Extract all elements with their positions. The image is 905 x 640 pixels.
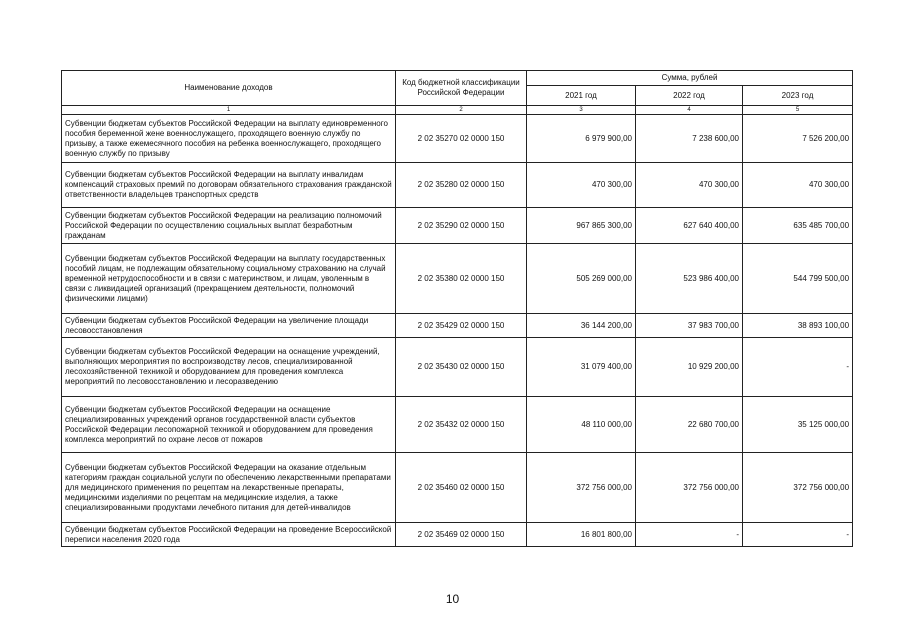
row-name: Субвенции бюджетам субъектов Российской Федерации на выплату единовременного пособия беременной жене военнослужащего, проходящего военную службу по призыву, а также ежемесячного пособия на ребенка военнослужащего, проходящего военную службу по призыву <box>62 115 396 163</box>
header-sum: Сумма, рублей <box>527 71 853 86</box>
table-row <box>62 244 853 314</box>
table-row <box>62 397 853 453</box>
row-amount-2021: 36 144 200,00 <box>527 314 636 338</box>
header-year-2023: 2023 год <box>743 86 853 106</box>
row-amount-2021: 470 300,00 <box>527 163 636 208</box>
row-name: Субвенции бюджетам субъектов Российской Федерации на выплату государственных пособий лицам, не подлежащим обязательному социальному страхованию на случай временной нетрудоспособности и в связи с материнством, и лицам, уволенным в связи с ликвидацией организаций (прекращением деятельности, полномочий физическими лицами) <box>62 244 396 314</box>
row-amount-2021: 48 110 000,00 <box>527 397 636 453</box>
header-year-2021: 2021 год <box>527 86 636 106</box>
row-amount-2021: 31 079 400,00 <box>527 338 636 397</box>
row-amount-2023: 544 799 500,00 <box>743 244 853 314</box>
table-row <box>62 338 853 397</box>
row-amount-2022: 7 238 600,00 <box>636 115 743 163</box>
column-number-row <box>62 106 853 115</box>
row-code: 2 02 35430 02 0000 150 <box>396 338 527 397</box>
row-amount-2023: - <box>743 338 853 397</box>
row-code: 2 02 35270 02 0000 150 <box>396 115 527 163</box>
row-amount-2022: 627 640 400,00 <box>636 208 743 244</box>
column-number: 2 <box>396 106 527 115</box>
table-row <box>62 208 853 244</box>
table-row <box>62 115 853 163</box>
row-amount-2023: 35 125 000,00 <box>743 397 853 453</box>
row-amount-2021: 6 979 900,00 <box>527 115 636 163</box>
row-amount-2023: - <box>743 523 853 547</box>
column-number: 5 <box>743 106 853 115</box>
table-row <box>62 453 853 523</box>
row-name: Субвенции бюджетам субъектов Российской Федерации на проведение Всероссийской переписи населения 2020 года <box>62 523 396 547</box>
row-amount-2023: 635 485 700,00 <box>743 208 853 244</box>
table-row <box>62 163 853 208</box>
row-code: 2 02 35469 02 0000 150 <box>396 523 527 547</box>
row-amount-2022: 37 983 700,00 <box>636 314 743 338</box>
row-code: 2 02 35290 02 0000 150 <box>396 208 527 244</box>
header-name: Наименование доходов <box>62 71 396 106</box>
revenue-table <box>61 70 853 547</box>
row-amount-2023: 470 300,00 <box>743 163 853 208</box>
column-number: 3 <box>527 106 636 115</box>
row-name: Субвенции бюджетам субъектов Российской Федерации на оснащение учреждений, выполняющих мероприятия по воспроизводству лесов, специализированной лесохозяйственной техникой и оборудованием для проведения комплекса мероприятий по лесовосстановлению и лесоразведению <box>62 338 396 397</box>
row-code: 2 02 35280 02 0000 150 <box>396 163 527 208</box>
row-code: 2 02 35429 02 0000 150 <box>396 314 527 338</box>
page-number: 10 <box>445 592 460 606</box>
row-amount-2021: 372 756 000,00 <box>527 453 636 523</box>
row-name: Субвенции бюджетам субъектов Российской Федерации на увеличение площади лесовосстановления <box>62 314 396 338</box>
row-amount-2022: 372 756 000,00 <box>636 453 743 523</box>
row-amount-2021: 967 865 300,00 <box>527 208 636 244</box>
row-code: 2 02 35460 02 0000 150 <box>396 453 527 523</box>
row-amount-2022: 10 929 200,00 <box>636 338 743 397</box>
row-code: 2 02 35432 02 0000 150 <box>396 397 527 453</box>
header-year-2022: 2022 год <box>636 86 743 106</box>
row-name: Субвенции бюджетам субъектов Российской Федерации на выплату инвалидам компенсаций страховых премий по договорам обязательного страхования гражданской ответственности владельцев транспортных средств <box>62 163 396 208</box>
row-amount-2023: 7 526 200,00 <box>743 115 853 163</box>
row-amount-2021: 16 801 800,00 <box>527 523 636 547</box>
row-amount-2021: 505 269 000,00 <box>527 244 636 314</box>
table-row <box>62 314 853 338</box>
row-amount-2022: 523 986 400,00 <box>636 244 743 314</box>
row-name: Субвенции бюджетам субъектов Российской Федерации на оказание отдельным категориям граждан социальной услуги по обеспечению лекарственными препаратами для медицинского применения по рецептам на лекарственные препараты, медицинскими изделиями по рецептам на медицинские изделия, а также специализированными продуктами лечебного питания для детей-инвалидов <box>62 453 396 523</box>
row-name: Субвенции бюджетам субъектов Российской Федерации на оснащение специализированных учреждений органов государственной власти субъектов Российской Федерации лесопожарной техникой и оборудованием для проведения комплекса мероприятий по охране лесов от пожаров <box>62 397 396 453</box>
row-amount-2022: 22 680 700,00 <box>636 397 743 453</box>
row-amount-2022: 470 300,00 <box>636 163 743 208</box>
table-row <box>62 523 853 547</box>
header-code: Код бюджетной классификации Российской Федерации <box>396 71 527 106</box>
column-number: 1 <box>62 106 396 115</box>
column-number: 4 <box>636 106 743 115</box>
row-amount-2022: - <box>636 523 743 547</box>
row-amount-2023: 372 756 000,00 <box>743 453 853 523</box>
row-code: 2 02 35380 02 0000 150 <box>396 244 527 314</box>
row-name: Субвенции бюджетам субъектов Российской Федерации на реализацию полномочий Российской Федерации по осуществлению социальных выплат безработным гражданам <box>62 208 396 244</box>
row-amount-2023: 38 893 100,00 <box>743 314 853 338</box>
